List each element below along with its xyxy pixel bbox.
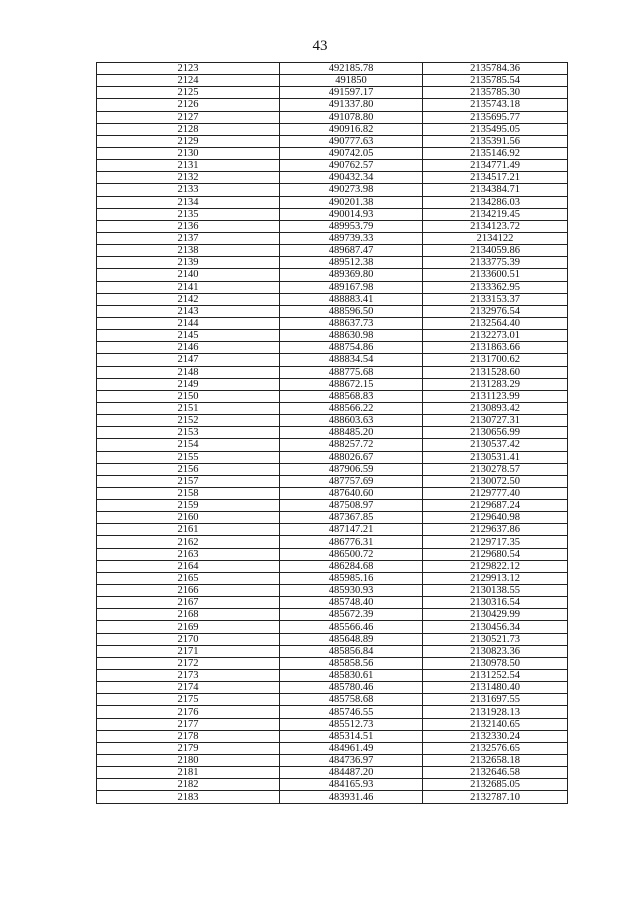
y-coordinate-cell: 2135146.92 bbox=[423, 147, 568, 159]
x-coordinate-cell: 485985.16 bbox=[280, 572, 423, 584]
x-coordinate-cell: 491337.80 bbox=[280, 99, 423, 111]
y-coordinate-cell: 2135495.05 bbox=[423, 123, 568, 135]
x-coordinate-cell: 488568.83 bbox=[280, 390, 423, 402]
y-coordinate-cell: 2134219.45 bbox=[423, 208, 568, 220]
x-coordinate-cell: 485780.46 bbox=[280, 682, 423, 694]
y-coordinate-cell: 2135785.30 bbox=[423, 87, 568, 99]
table-row bbox=[97, 342, 568, 354]
point-number-cell: 2164 bbox=[97, 560, 280, 572]
table-row bbox=[97, 475, 568, 487]
x-coordinate-cell: 491078.80 bbox=[280, 111, 423, 123]
y-coordinate-cell: 2134122 bbox=[423, 232, 568, 244]
point-number-cell: 2134 bbox=[97, 196, 280, 208]
point-number-cell: 2182 bbox=[97, 779, 280, 791]
y-coordinate-cell: 2131123.99 bbox=[423, 390, 568, 402]
y-coordinate-cell: 2129637.86 bbox=[423, 524, 568, 536]
table-row bbox=[97, 451, 568, 463]
table-row bbox=[97, 293, 568, 305]
point-number-cell: 2127 bbox=[97, 111, 280, 123]
y-coordinate-cell: 2130521.73 bbox=[423, 633, 568, 645]
table-row bbox=[97, 390, 568, 402]
table-row bbox=[97, 487, 568, 499]
table-row bbox=[97, 402, 568, 414]
table-row bbox=[97, 317, 568, 329]
x-coordinate-cell: 491597.17 bbox=[280, 87, 423, 99]
point-number-cell: 2163 bbox=[97, 548, 280, 560]
point-number-cell: 2162 bbox=[97, 536, 280, 548]
x-coordinate-cell: 484487.20 bbox=[280, 767, 423, 779]
y-coordinate-cell: 2132330.24 bbox=[423, 730, 568, 742]
table-row bbox=[97, 123, 568, 135]
y-coordinate-cell: 2129680.54 bbox=[423, 548, 568, 560]
x-coordinate-cell: 487757.69 bbox=[280, 475, 423, 487]
x-coordinate-cell: 484165.93 bbox=[280, 779, 423, 791]
point-number-cell: 2136 bbox=[97, 220, 280, 232]
y-coordinate-cell: 2130316.54 bbox=[423, 597, 568, 609]
x-coordinate-cell: 487147.21 bbox=[280, 524, 423, 536]
x-coordinate-cell: 488485.20 bbox=[280, 427, 423, 439]
table-row bbox=[97, 232, 568, 244]
point-number-cell: 2179 bbox=[97, 742, 280, 754]
x-coordinate-cell: 488883.41 bbox=[280, 293, 423, 305]
point-number-cell: 2139 bbox=[97, 257, 280, 269]
table-row bbox=[97, 135, 568, 147]
y-coordinate-cell: 2131480.40 bbox=[423, 682, 568, 694]
x-coordinate-cell: 487367.85 bbox=[280, 512, 423, 524]
x-coordinate-cell: 485930.93 bbox=[280, 585, 423, 597]
point-number-cell: 2143 bbox=[97, 305, 280, 317]
point-number-cell: 2171 bbox=[97, 645, 280, 657]
point-number-cell: 2145 bbox=[97, 330, 280, 342]
y-coordinate-cell: 2130429.99 bbox=[423, 609, 568, 621]
x-coordinate-cell: 485648.89 bbox=[280, 633, 423, 645]
x-coordinate-cell: 485856.84 bbox=[280, 645, 423, 657]
x-coordinate-cell: 488637.73 bbox=[280, 317, 423, 329]
point-number-cell: 2140 bbox=[97, 269, 280, 281]
point-number-cell: 2172 bbox=[97, 657, 280, 669]
x-coordinate-cell: 489739.33 bbox=[280, 232, 423, 244]
x-coordinate-cell: 490777.63 bbox=[280, 135, 423, 147]
x-coordinate-cell: 484961.49 bbox=[280, 742, 423, 754]
y-coordinate-cell: 2132564.40 bbox=[423, 317, 568, 329]
point-number-cell: 2154 bbox=[97, 439, 280, 451]
point-number-cell: 2157 bbox=[97, 475, 280, 487]
x-coordinate-cell: 485748.40 bbox=[280, 597, 423, 609]
table-row bbox=[97, 415, 568, 427]
y-coordinate-cell: 2130138.55 bbox=[423, 585, 568, 597]
y-coordinate-cell: 2132685.05 bbox=[423, 779, 568, 791]
page-number: 43 bbox=[312, 38, 328, 54]
x-coordinate-cell: 487906.59 bbox=[280, 463, 423, 475]
x-coordinate-cell: 489687.47 bbox=[280, 245, 423, 257]
y-coordinate-cell: 2131700.62 bbox=[423, 354, 568, 366]
y-coordinate-cell: 2135743.18 bbox=[423, 99, 568, 111]
point-number-cell: 2178 bbox=[97, 730, 280, 742]
table-row bbox=[97, 524, 568, 536]
point-number-cell: 2141 bbox=[97, 281, 280, 293]
point-number-cell: 2137 bbox=[97, 232, 280, 244]
x-coordinate-cell: 489512.38 bbox=[280, 257, 423, 269]
table-row bbox=[97, 512, 568, 524]
y-coordinate-cell: 2132976.54 bbox=[423, 305, 568, 317]
table-row bbox=[97, 147, 568, 159]
point-number-cell: 2149 bbox=[97, 378, 280, 390]
point-number-cell: 2180 bbox=[97, 755, 280, 767]
table-row bbox=[97, 779, 568, 791]
point-number-cell: 2131 bbox=[97, 160, 280, 172]
y-coordinate-cell: 2134517.21 bbox=[423, 172, 568, 184]
point-number-cell: 2168 bbox=[97, 609, 280, 621]
point-number-cell: 2125 bbox=[97, 87, 280, 99]
point-number-cell: 2151 bbox=[97, 402, 280, 414]
y-coordinate-cell: 2130456.34 bbox=[423, 621, 568, 633]
table-row bbox=[97, 269, 568, 281]
point-number-cell: 2144 bbox=[97, 317, 280, 329]
point-number-cell: 2142 bbox=[97, 293, 280, 305]
y-coordinate-cell: 2135784.36 bbox=[423, 63, 568, 75]
x-coordinate-cell: 488026.67 bbox=[280, 451, 423, 463]
y-coordinate-cell: 2130823.36 bbox=[423, 645, 568, 657]
x-coordinate-cell: 485758.68 bbox=[280, 694, 423, 706]
x-coordinate-cell: 489369.80 bbox=[280, 269, 423, 281]
x-coordinate-cell: 485858.56 bbox=[280, 657, 423, 669]
coordinates-table bbox=[96, 62, 568, 804]
y-coordinate-cell: 2132787.10 bbox=[423, 791, 568, 803]
table-row bbox=[97, 609, 568, 621]
table-row bbox=[97, 560, 568, 572]
point-number-cell: 2181 bbox=[97, 767, 280, 779]
y-coordinate-cell: 2132576.65 bbox=[423, 742, 568, 754]
x-coordinate-cell: 489167.98 bbox=[280, 281, 423, 293]
point-number-cell: 2155 bbox=[97, 451, 280, 463]
point-number-cell: 2153 bbox=[97, 427, 280, 439]
y-coordinate-cell: 2129640.98 bbox=[423, 512, 568, 524]
table-row bbox=[97, 718, 568, 730]
point-number-cell: 2175 bbox=[97, 694, 280, 706]
table-row bbox=[97, 597, 568, 609]
table-row bbox=[97, 75, 568, 87]
y-coordinate-cell: 2129687.24 bbox=[423, 500, 568, 512]
point-number-cell: 2158 bbox=[97, 487, 280, 499]
x-coordinate-cell: 486776.31 bbox=[280, 536, 423, 548]
point-number-cell: 2161 bbox=[97, 524, 280, 536]
y-coordinate-cell: 2130656.99 bbox=[423, 427, 568, 439]
point-number-cell: 2146 bbox=[97, 342, 280, 354]
y-coordinate-cell: 2130537.42 bbox=[423, 439, 568, 451]
table-row bbox=[97, 111, 568, 123]
coordinates-table-body bbox=[97, 63, 568, 804]
x-coordinate-cell: 491850 bbox=[280, 75, 423, 87]
x-coordinate-cell: 485314.51 bbox=[280, 730, 423, 742]
table-row bbox=[97, 585, 568, 597]
point-number-cell: 2128 bbox=[97, 123, 280, 135]
point-number-cell: 2133 bbox=[97, 184, 280, 196]
table-row bbox=[97, 378, 568, 390]
point-number-cell: 2130 bbox=[97, 147, 280, 159]
table-row bbox=[97, 281, 568, 293]
y-coordinate-cell: 2135785.54 bbox=[423, 75, 568, 87]
point-number-cell: 2159 bbox=[97, 500, 280, 512]
table-row bbox=[97, 791, 568, 803]
point-number-cell: 2156 bbox=[97, 463, 280, 475]
table-row bbox=[97, 220, 568, 232]
y-coordinate-cell: 2131863.66 bbox=[423, 342, 568, 354]
x-coordinate-cell: 492185.78 bbox=[280, 63, 423, 75]
y-coordinate-cell: 2131697.55 bbox=[423, 694, 568, 706]
table-row bbox=[97, 366, 568, 378]
table-row bbox=[97, 536, 568, 548]
point-number-cell: 2165 bbox=[97, 572, 280, 584]
y-coordinate-cell: 2130278.57 bbox=[423, 463, 568, 475]
point-number-cell: 2123 bbox=[97, 63, 280, 75]
x-coordinate-cell: 487640.60 bbox=[280, 487, 423, 499]
point-number-cell: 2150 bbox=[97, 390, 280, 402]
table-row bbox=[97, 330, 568, 342]
table-row bbox=[97, 208, 568, 220]
y-coordinate-cell: 2134384.71 bbox=[423, 184, 568, 196]
x-coordinate-cell: 490201.38 bbox=[280, 196, 423, 208]
y-coordinate-cell: 2129913.12 bbox=[423, 572, 568, 584]
table-row bbox=[97, 427, 568, 439]
x-coordinate-cell: 490742.05 bbox=[280, 147, 423, 159]
table-row bbox=[97, 99, 568, 111]
y-coordinate-cell: 2132273.01 bbox=[423, 330, 568, 342]
x-coordinate-cell: 487508.97 bbox=[280, 500, 423, 512]
point-number-cell: 2173 bbox=[97, 670, 280, 682]
y-coordinate-cell: 2130072.50 bbox=[423, 475, 568, 487]
x-coordinate-cell: 485512.73 bbox=[280, 718, 423, 730]
y-coordinate-cell: 2132140.65 bbox=[423, 718, 568, 730]
table-row bbox=[97, 184, 568, 196]
x-coordinate-cell: 485746.55 bbox=[280, 706, 423, 718]
table-row bbox=[97, 572, 568, 584]
point-number-cell: 2176 bbox=[97, 706, 280, 718]
table-row bbox=[97, 755, 568, 767]
table-row bbox=[97, 305, 568, 317]
x-coordinate-cell: 488566.22 bbox=[280, 402, 423, 414]
x-coordinate-cell: 490762.57 bbox=[280, 160, 423, 172]
point-number-cell: 2169 bbox=[97, 621, 280, 633]
table-row bbox=[97, 730, 568, 742]
table-row bbox=[97, 694, 568, 706]
point-number-cell: 2152 bbox=[97, 415, 280, 427]
y-coordinate-cell: 2134286.03 bbox=[423, 196, 568, 208]
table-row bbox=[97, 439, 568, 451]
x-coordinate-cell: 485830.61 bbox=[280, 670, 423, 682]
x-coordinate-cell: 488775.68 bbox=[280, 366, 423, 378]
x-coordinate-cell: 490014.93 bbox=[280, 208, 423, 220]
y-coordinate-cell: 2130727.31 bbox=[423, 415, 568, 427]
y-coordinate-cell: 2129822.12 bbox=[423, 560, 568, 572]
table-row bbox=[97, 548, 568, 560]
x-coordinate-cell: 488603.63 bbox=[280, 415, 423, 427]
table-row bbox=[97, 767, 568, 779]
y-coordinate-cell: 2134059.86 bbox=[423, 245, 568, 257]
x-coordinate-cell: 486500.72 bbox=[280, 548, 423, 560]
x-coordinate-cell: 488257.72 bbox=[280, 439, 423, 451]
y-coordinate-cell: 2134123.72 bbox=[423, 220, 568, 232]
point-number-cell: 2138 bbox=[97, 245, 280, 257]
y-coordinate-cell: 2133362.95 bbox=[423, 281, 568, 293]
table-row bbox=[97, 245, 568, 257]
point-number-cell: 2170 bbox=[97, 633, 280, 645]
table-row bbox=[97, 742, 568, 754]
point-number-cell: 2183 bbox=[97, 791, 280, 803]
point-number-cell: 2135 bbox=[97, 208, 280, 220]
point-number-cell: 2174 bbox=[97, 682, 280, 694]
point-number-cell: 2166 bbox=[97, 585, 280, 597]
x-coordinate-cell: 485566.46 bbox=[280, 621, 423, 633]
y-coordinate-cell: 2133775.39 bbox=[423, 257, 568, 269]
x-coordinate-cell: 484736.97 bbox=[280, 755, 423, 767]
y-coordinate-cell: 2130978.50 bbox=[423, 657, 568, 669]
table-row bbox=[97, 670, 568, 682]
x-coordinate-cell: 486284.68 bbox=[280, 560, 423, 572]
x-coordinate-cell: 489953.79 bbox=[280, 220, 423, 232]
x-coordinate-cell: 488630.98 bbox=[280, 330, 423, 342]
table-row bbox=[97, 63, 568, 75]
y-coordinate-cell: 2135695.77 bbox=[423, 111, 568, 123]
point-number-cell: 2147 bbox=[97, 354, 280, 366]
y-coordinate-cell: 2133153.37 bbox=[423, 293, 568, 305]
y-coordinate-cell: 2130893.42 bbox=[423, 402, 568, 414]
x-coordinate-cell: 490916.82 bbox=[280, 123, 423, 135]
point-number-cell: 2132 bbox=[97, 172, 280, 184]
table-row bbox=[97, 196, 568, 208]
y-coordinate-cell: 2130531.41 bbox=[423, 451, 568, 463]
table-row bbox=[97, 621, 568, 633]
table-row bbox=[97, 500, 568, 512]
point-number-cell: 2160 bbox=[97, 512, 280, 524]
table-row bbox=[97, 354, 568, 366]
table-row bbox=[97, 633, 568, 645]
y-coordinate-cell: 2131252.54 bbox=[423, 670, 568, 682]
x-coordinate-cell: 490273.98 bbox=[280, 184, 423, 196]
x-coordinate-cell: 485672.39 bbox=[280, 609, 423, 621]
table-row bbox=[97, 657, 568, 669]
y-coordinate-cell: 2135391.56 bbox=[423, 135, 568, 147]
point-number-cell: 2167 bbox=[97, 597, 280, 609]
y-coordinate-cell: 2133600.51 bbox=[423, 269, 568, 281]
x-coordinate-cell: 488596.50 bbox=[280, 305, 423, 317]
point-number-cell: 2148 bbox=[97, 366, 280, 378]
y-coordinate-cell: 2134771.49 bbox=[423, 160, 568, 172]
table-row bbox=[97, 706, 568, 718]
table-row bbox=[97, 463, 568, 475]
y-coordinate-cell: 2131928.13 bbox=[423, 706, 568, 718]
x-coordinate-cell: 488672.15 bbox=[280, 378, 423, 390]
x-coordinate-cell: 483931.46 bbox=[280, 791, 423, 803]
point-number-cell: 2129 bbox=[97, 135, 280, 147]
point-number-cell: 2177 bbox=[97, 718, 280, 730]
x-coordinate-cell: 490432.34 bbox=[280, 172, 423, 184]
x-coordinate-cell: 488754.86 bbox=[280, 342, 423, 354]
y-coordinate-cell: 2129777.40 bbox=[423, 487, 568, 499]
y-coordinate-cell: 2129717.35 bbox=[423, 536, 568, 548]
table-row bbox=[97, 682, 568, 694]
x-coordinate-cell: 488834.54 bbox=[280, 354, 423, 366]
point-number-cell: 2126 bbox=[97, 99, 280, 111]
table-row bbox=[97, 87, 568, 99]
y-coordinate-cell: 2132658.18 bbox=[423, 755, 568, 767]
table-row bbox=[97, 645, 568, 657]
point-number-cell: 2124 bbox=[97, 75, 280, 87]
table-row bbox=[97, 160, 568, 172]
y-coordinate-cell: 2131528.60 bbox=[423, 366, 568, 378]
y-coordinate-cell: 2131283.29 bbox=[423, 378, 568, 390]
y-coordinate-cell: 2132646.58 bbox=[423, 767, 568, 779]
table-row bbox=[97, 172, 568, 184]
table-row bbox=[97, 257, 568, 269]
